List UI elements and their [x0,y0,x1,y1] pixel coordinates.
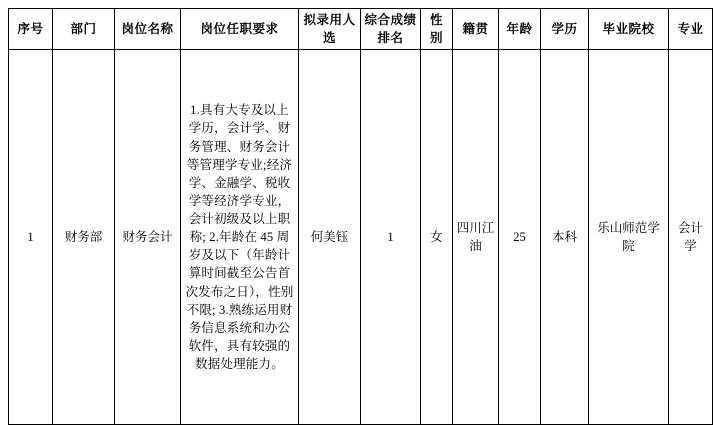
column-header-age [499,9,541,50]
header-label-school: 毕业院校 [602,22,655,37]
cell-sex: 女 [421,50,453,425]
cell-origin: 四川江油 [453,50,499,425]
cell-education: 本科 [541,50,589,425]
cell-rank: 1 [361,50,421,425]
column-header-post [115,9,181,50]
column-header-origin [453,9,499,50]
cell-requirements: 1.具有大专及以上学历，会计学、财务管理、财务会计等管理学专业;经济学、金融学、税收学等经济学专业，会计初级及以上职称; 2.年龄在 45 周岁及以下（年龄计算时间截至公告首次发布之日），性别不限; 3.熟练运用财务信息系统和办公软件，具有较强的数据处理能力。 [181,50,299,425]
header-label-requirements: 岗位任职要求 [200,22,279,37]
header-label-candidate: 拟录用人选 [303,13,356,46]
column-header-sex [421,9,453,50]
table-header [9,9,713,50]
header-label-age: 年龄 [506,22,533,37]
column-header-candidate [299,9,361,50]
column-header-school [589,9,669,50]
column-header-rank [361,9,421,50]
header-label-seq: 序号 [17,22,44,37]
recruitment-table [8,8,713,425]
header-label-dept: 部门 [70,22,97,37]
column-header-dept [53,9,115,50]
cell-post: 财务会计 [115,50,181,425]
header-label-education: 学历 [551,22,578,37]
header-label-origin: 籍贯 [462,22,489,37]
table-row [9,50,713,425]
column-header-education [541,9,589,50]
table-body [9,50,713,425]
cell-major: 会计学 [669,50,713,425]
header-label-rank: 综合成绩排名 [364,13,417,46]
cell-seq: 1 [9,50,53,425]
column-header-major [669,9,713,50]
cell-school: 乐山师范学院 [589,50,669,425]
column-header-requirements [181,9,299,50]
header-label-sex: 性别 [429,13,443,46]
header-row [9,9,713,50]
cell-dept: 财务部 [53,50,115,425]
cell-candidate: 何美钰 [299,50,361,425]
header-label-major: 专业 [677,22,704,37]
header-label-post: 岗位名称 [121,22,174,37]
cell-age: 25 [499,50,541,425]
column-header-seq [9,9,53,50]
